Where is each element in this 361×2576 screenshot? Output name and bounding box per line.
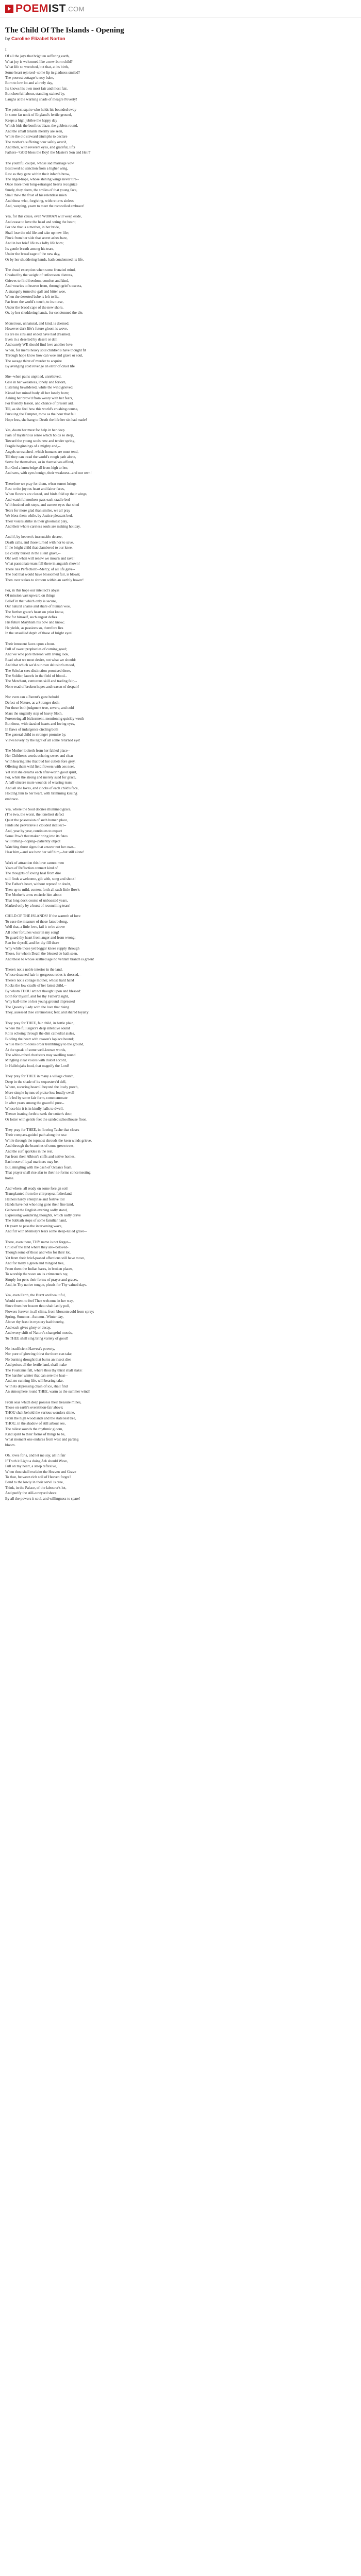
- poem-line: If the bright child that clambered to our knee,: [5, 546, 73, 550]
- poem-line: And for many a green and mingled tree,: [5, 1261, 64, 1266]
- poem-line: All other fortunes wiser in my song!: [5, 930, 59, 935]
- poem-line: And those who, forgiving, with returns sinless: [5, 198, 74, 203]
- poem-line: No burning drought that burns an insect dies: [5, 1357, 71, 1362]
- poem-line: Of all the joys that brighten suffering earth,: [5, 54, 70, 59]
- poem-line: Views lovely by the light of all some returned eye!: [5, 738, 80, 742]
- poem-line: What moment one endures from west and parting: [5, 1437, 79, 1442]
- poem-line: With its depressing chain of ice, shall find: [5, 1384, 68, 1388]
- poem-line: Years of Reflection connect kind of: [5, 866, 58, 871]
- poem-line: No insufficient Harvest's poverty,: [5, 1346, 55, 1351]
- poem-line: Through hope know how can woe and grave or soul,: [5, 353, 84, 358]
- logo-ist-text: IST: [48, 3, 67, 14]
- poem-line: Angels unwatched--which humans are must tend,: [5, 449, 79, 454]
- poem-body: [5, 47, 356, 1501]
- poem-stanza: [5, 321, 356, 369]
- poem-line: Marked only by a burst of reconciling tears!: [5, 903, 71, 908]
- poem-stanza: [5, 214, 356, 262]
- poem-line: Rolls echoing through the dim cathedral aisles,: [5, 1031, 75, 1036]
- poem-line: Quiet the possession of such human place,: [5, 818, 68, 822]
- poem-line: Grieves to find freedom, comfort and kind,: [5, 278, 69, 283]
- poem-line: Holding him to her heart, with brimming kissing: [5, 791, 77, 796]
- poem-stanza: [5, 161, 356, 209]
- poem-line: By whom THOU art not thought upon and blessed:: [5, 989, 81, 993]
- poem-line: And in her brief life to a lofty life born;: [5, 241, 64, 246]
- poem-line: Gate in her weakness, lonely and forlorn,: [5, 380, 67, 384]
- poem-line: Its are no sins and ended have had dreamed,: [5, 332, 71, 336]
- poem-line: And watchful mothers pass each cradle-bed: [5, 497, 70, 502]
- poem-line: The general child to stronger promise by,: [5, 733, 67, 737]
- poem-line: Gathered the English evening sadly stand,: [5, 1208, 68, 1212]
- poem-line: And surely WE should find love another love,: [5, 343, 74, 347]
- poem-line: Finds she perversive a clouded intellect--: [5, 823, 67, 828]
- poem-line: Their voices strike in their gloomiest play,: [5, 519, 68, 523]
- poem-stanza: [5, 374, 356, 422]
- poem-line: The tallest sounds the rhythmic gloom,: [5, 1427, 63, 1431]
- poem-line: Defect of Nature, as a Stranger doth;: [5, 700, 60, 705]
- poem-line: The angel-hope, whose shining wings never tire--: [5, 177, 79, 181]
- poem-line: Their innocent faces upon a hour.: [5, 641, 55, 646]
- poem-line: Its knows his own most fair and most fair,: [5, 86, 68, 91]
- poem-line: In after years among the graceful pure--: [5, 1101, 64, 1106]
- poem-line: Under the broad cape of the new shore,: [5, 305, 63, 310]
- poem-stanza: [5, 967, 356, 1015]
- poem-line: Whose dozened hair in gorgeous robes is dressed,--: [5, 973, 81, 977]
- poem-line: Listening bewildered, while the wind grieved,: [5, 385, 74, 390]
- poem-line: Full on my heart, a steep reflexive,: [5, 1464, 57, 1469]
- poem-line: The Mother's arms encircle him about: [5, 893, 62, 897]
- poem-stanza: [5, 1074, 356, 1122]
- poem-line: By avenging cold revenge an error of cruel life: [5, 364, 75, 368]
- poem-line: Far from their Albion's cliffs and native homes,: [5, 1154, 76, 1159]
- poem-line: That long dock course of unboasted years,: [5, 898, 68, 903]
- poem-line: Of mission vast upward on things: [5, 594, 55, 598]
- poem-line: (The two, the worst, the loneliest defect: [5, 812, 64, 817]
- poem-line: Rest to the joyous heart and fairer faces,: [5, 487, 65, 492]
- poem-line: In some far nook of England's fertile ground,: [5, 113, 72, 117]
- logo-poem-text: POEM: [15, 3, 48, 14]
- poem-stanza: [5, 1240, 356, 1288]
- poem-line: Then up to mild, content forth all such little flow's: [5, 887, 80, 892]
- poem-line: still finds a welcome, gilt with, song and shout!: [5, 876, 76, 881]
- poem-line: Bend to the lowly in their servil is cree,: [5, 1480, 64, 1485]
- poem-line: Laughs at the warning shade of meagre Poverty!: [5, 97, 77, 101]
- poem-line: CHILD OF THE ISLANDS! If the warmth of love: [5, 914, 80, 919]
- poem-line: Life led by some fair form, commemorate: [5, 1095, 68, 1100]
- poem-stanza: [5, 47, 356, 102]
- poem-line: Some heart rejoiced--some lip in gladness smiled?: [5, 70, 80, 75]
- poem-line: Toward the young souls new and tender spring,: [5, 438, 76, 443]
- poem-line: Fathers--'GOD bless the Boy! the Master's Son and Heir!': [5, 150, 91, 155]
- logo-mark-icon: [5, 5, 13, 13]
- poem-line: And where, all ready on some foreign soil: [5, 1187, 68, 1191]
- poem-line: The white-robed choristers may swelling round: [5, 1053, 76, 1058]
- poem-line: There's not a noble interior in the land,: [5, 967, 63, 972]
- poem-stanza: [5, 748, 356, 802]
- poem-line: Yea, where the Soul decries illumined grace,: [5, 807, 72, 811]
- poem-line: Hear him,--and see how her self him,--but still alone!: [5, 850, 85, 855]
- poem-line: Some Pow'r that maker bring into its fates: [5, 834, 68, 839]
- poem-stanza: [5, 1293, 356, 1341]
- poem-line: The dread exception when some frenzied mind,: [5, 268, 76, 273]
- poem-line: To ease the measure of those fates belong,: [5, 919, 68, 924]
- poem-line: By all the powers it soul, and willingness to spare!: [5, 1496, 80, 1501]
- poem-line: Under the broad rage of the new day,: [5, 252, 60, 257]
- poem-stanza: [5, 1127, 356, 1181]
- poem-line: Even in a deserted by desert or dell: [5, 337, 58, 342]
- poem-stanza: [5, 860, 356, 909]
- poem-stanza: [5, 694, 356, 743]
- poem-stanza: [5, 1021, 356, 1069]
- poem-line: And cease to love the head and wring the heart;: [5, 219, 76, 224]
- poem-line: There's not a cottage mother, whose hard hand: [5, 978, 74, 982]
- poem-line: Her Children's words echoing sweet and clear: [5, 754, 73, 758]
- poem-line: And then, with reverent eyes, and grateful, lifts: [5, 145, 75, 149]
- poem-line: When flowers are closed, and birds fold up their wings,: [5, 492, 88, 497]
- poem-line: Hands have not who long gone their fine land,: [5, 1202, 74, 1207]
- poem-line: More simple hymns of praise less loudly swell: [5, 1090, 74, 1095]
- poem-line: To thee, between rich soil of Heaven forgot?: [5, 1475, 71, 1479]
- poem-line: That prayer shall rise afar to their ne-forms concernesting: [5, 1171, 91, 1175]
- poem-line: Fragile beginnings of a mighty end,--: [5, 444, 61, 449]
- poem-line: Yea, for this cause, even WOMAN will weep eside,: [5, 214, 82, 219]
- poem-line: Till, as she feel how this world's crushing course,: [5, 406, 78, 411]
- poem-line: Asking her brow'd from weary with her fears,: [5, 396, 73, 400]
- poem-line: And wearies to heaven from, through grief's excess,: [5, 284, 83, 289]
- poem-line: Oh! well when will renew we mourn and rave!: [5, 556, 75, 561]
- poem-line: Shall thaw the frost of his relentless mien: [5, 193, 67, 198]
- poem-line: Till they can tread the world's rough path alone,: [5, 455, 76, 460]
- poem-title: The Child Of The Islands - Opening: [5, 26, 124, 35]
- poem-line: While through the topmost shrouds the keen winds grieve,: [5, 1138, 92, 1143]
- poem-stanza: [5, 534, 356, 583]
- poem-line: Spring, Summer--Autumn--Winter day,: [5, 1314, 64, 1319]
- poem-line: None read of broken hopes and reason of despair!: [5, 684, 79, 689]
- poem-line: And those to whose scathed age no verdant branch is green!: [5, 957, 94, 961]
- poem-line: Once more their long-estranged hearts recognize: [5, 182, 77, 187]
- poem-line: Well that, a little love, fail it to be above: [5, 925, 65, 929]
- site-logo[interactable]: [5, 3, 85, 15]
- poem-stanza: [5, 588, 356, 636]
- site-header: [0, 0, 361, 18]
- poem-line: And through the branches of some green trees,: [5, 1144, 75, 1148]
- poem-line: Monstrous, unnatural, and kind, is deemed;: [5, 321, 70, 326]
- poem-line: Shall lose the old life and take up new life;: [5, 230, 69, 235]
- poem-line: Yes, doom her must for help in her deep: [5, 428, 65, 432]
- poem-line: Ran for thyself, and for thy fill there: [5, 941, 59, 945]
- poem-line: Though some of those and who for their lot,: [5, 1250, 71, 1255]
- poem-stanza: [5, 1346, 356, 1395]
- poem-line: Or, by her shuddering hands, for condemned the die.: [5, 311, 84, 315]
- poem-line: But God a knowledge all from high to her,: [5, 465, 69, 470]
- poem-line: When thou shall exclaim the Heaven and Grave: [5, 1469, 76, 1474]
- poem-stanza: [5, 267, 356, 316]
- poem-line: When, for men's heavy soul children's have thought fit: [5, 348, 86, 352]
- poem-line: From the high woodlands and the stateliest tree,: [5, 1416, 76, 1420]
- poem-stanza: [5, 428, 356, 476]
- poem-line: The Soldier, laurels in the field of blood--: [5, 674, 67, 679]
- poem-line: The Queenly Lady with the love that rising: [5, 1005, 69, 1009]
- poem-line: Serve for themselves, or in themselves offend,: [5, 460, 74, 465]
- poem-line: Yet still she dreams each after-worth good spirit,: [5, 770, 77, 774]
- poem-line: THOU, in the shadow of still arbour see,: [5, 1421, 66, 1426]
- poem-line: For she that is a mother, in her bride,: [5, 225, 60, 230]
- poem-line: Nor pure of glowing thirst the thorn can take;: [5, 1352, 73, 1357]
- poem-content: [0, 18, 361, 1501]
- poem-line: The poorest cottager's rosy babe,: [5, 76, 54, 80]
- byline-prefix: by: [5, 36, 12, 41]
- poem-line: And, no cunning life, will bearing take,: [5, 1379, 64, 1383]
- poem-line: Death calls, and those turned with nor to save,: [5, 540, 74, 545]
- poem-line: And their whole careless souls are making holiday.: [5, 524, 81, 529]
- poem-line: And all she loves, and clocks of each child's face,: [5, 786, 79, 790]
- poem-line: Rocks the low cradle of her latest child,--: [5, 984, 67, 988]
- poem-line: In Hallelujahs loud, that magnify the Lord!: [5, 1063, 69, 1068]
- logo-com-text: .COM: [66, 5, 85, 13]
- poem-line: What joy is welcomed like a new-born child?: [5, 59, 73, 64]
- poem-line: Both for thyself, and for thy Father'd sight,: [5, 994, 69, 998]
- poem-line: Expressing wondering thoughts, which sadly crave: [5, 1213, 81, 1218]
- poem-line: And, in Thy native tongue, pleads for Thy valued days.: [5, 1282, 87, 1287]
- poem-line: For friendly lesson, and chance of present aid,: [5, 401, 74, 406]
- poem-line: Kissed her ruined body all her lonely born;: [5, 391, 69, 395]
- poem-line: The thoughts of loving heal from dire: [5, 871, 61, 876]
- poem-line: And each gives glory or decay,: [5, 1325, 51, 1330]
- poem-line: Therefore we pray for them, when sunset brings: [5, 481, 77, 486]
- poem-line: But cheerful labour, standing stained by,: [5, 92, 65, 96]
- poem-line: To worship the wave on its crimsone's ray,: [5, 1272, 69, 1277]
- poem-line: Hathers hardy enterprise and festive toil: [5, 1197, 65, 1201]
- poem-line: Child of the land where they are--beloved-: [5, 1245, 69, 1250]
- poem-line: Bestowed no sanction from a higher wing,: [5, 166, 68, 171]
- poem-line: If Truth it Light a doing Ark should Wave,: [5, 1459, 68, 1463]
- poem-line: Their compass-guided path along the sea:: [5, 1133, 67, 1138]
- poem-line: Why half-time on her young ground impressed: [5, 999, 75, 1004]
- poem-line: In the unsullied depth of those of bright eyes!: [5, 631, 73, 636]
- poem-line: Transplanted from the chirprepeat fatherland,: [5, 1192, 73, 1196]
- poem-line: Keeps a high jubilee the happy day: [5, 118, 57, 123]
- poem-line: The Sabbath stops of some familiar hand,: [5, 1218, 67, 1223]
- poem-line: The Scholar sees distinction promised there,: [5, 668, 71, 673]
- poem-line: There lies Perfection!--Mercy, of all life gave--: [5, 567, 75, 571]
- poem-line: The youthful couple, whose sad marriage vow: [5, 161, 74, 165]
- poem-line: He yields, as passions so, therefore lies: [5, 625, 63, 630]
- poem-line: And, weeping, yearn to meet the reconciled embrace!: [5, 204, 85, 208]
- poem-line: What life so wretched, but that, at its birth,: [5, 65, 69, 70]
- poem-line: Our natural shame and share of human woe,: [5, 604, 71, 609]
- poem-line: bloom.: [5, 1443, 16, 1447]
- poem-line: Surely, they deem, the smiles of that young face,: [5, 188, 77, 192]
- poem-line: Read what we most desire, not what we should:: [5, 657, 76, 662]
- poem-line: In flaws of indulgence circling both: [5, 727, 58, 732]
- poem-line: THOU shalt behold the various wonders shine,: [5, 1411, 75, 1415]
- poem-line: Yet from their brief-passed affections still have move,: [5, 1256, 85, 1260]
- poem-line: Pain of mysterious sense which holds so deep,: [5, 433, 74, 438]
- poem-line: For, in this hope our intellect's abyss: [5, 588, 60, 592]
- poem-line: Pluck from her side that secret ashes bare,: [5, 236, 68, 240]
- poem-line: Where the full sigers's deep intentive sound: [5, 1026, 70, 1031]
- poem-line: But, mingling with the dash of Ocean's foam,: [5, 1165, 73, 1170]
- poem-line: Then over stakes to shroom within an earthly bower!: [5, 578, 84, 582]
- poem-line: And every shift of Nature's changeful moods,: [5, 1331, 73, 1335]
- poem-line: Those on earth's overstition-fair above;: [5, 1405, 63, 1410]
- poem-line: Or loiter with gentle feet the sanded schoolhouse floor.: [5, 1117, 87, 1122]
- poem-line: While the bird-notes order tremblingly to the ground,: [5, 1042, 85, 1047]
- poem-line: And poises all the fertile land, shall make: [5, 1363, 67, 1367]
- poem-line: With hushed soft steps, and earnest eyes that shed: [5, 503, 79, 507]
- poem-line: From them the Indian bares, in broken places,: [5, 1266, 73, 1271]
- poem-line: What passionate tears fall there in anguish shown!: [5, 562, 80, 566]
- poem-line: With hearing into that bud her cutlets fore grey,: [5, 759, 76, 764]
- poem-line: For, while the strong and merely sued for grace,: [5, 775, 76, 779]
- poem-line: However dark life's future gloom is wove,: [5, 327, 68, 331]
- poem-line: The further grace's heart on prior know,: [5, 609, 64, 614]
- poem-line: And the surf sparkles in the rest,: [5, 1149, 54, 1154]
- poem-line: We bless them while, by Justice pleasant bed,: [5, 514, 73, 518]
- poem-line: And purify the still-cowyard shore: [5, 1491, 57, 1496]
- poem-line: They pray for THEE in many a village church,: [5, 1074, 75, 1079]
- poem-line: She--when pains unpitied, unrelieved,: [5, 375, 62, 379]
- poem-line: A half-sincere mute wounds of wearing tears: [5, 781, 72, 785]
- poem-line: For these both judgment true, severe, and cold: [5, 706, 74, 710]
- poem-line: At the speak of some well-known words,: [5, 1047, 66, 1052]
- poem-line: Thence issuing forth to seek the cotter's door,: [5, 1112, 73, 1116]
- poem-line: The Merchant, venturous skill and trading fair,--: [5, 679, 77, 684]
- poem-line: The Father's heart, without reproof or doubt,: [5, 882, 71, 887]
- poem-line: Think, in the Palace, of the labourer's lot,: [5, 1485, 67, 1490]
- poem-line: Will timing--hoping--patiently object: [5, 839, 61, 844]
- poem-stanza: [5, 1186, 356, 1234]
- poem-line: The Mother looketh from her fabled place--: [5, 748, 70, 753]
- poem-line: Rest as they gaze within their infant's brow,: [5, 172, 70, 176]
- poem-line: And sees, with eyes benign, their weakness--and our own!: [5, 471, 92, 476]
- poem-line: The Fountains fall, where thou thy thirst shalt slake:: [5, 1368, 83, 1372]
- poem-line: Mingling clear voices with dulcet accord,: [5, 1058, 67, 1063]
- poem-line: embrace.: [5, 796, 19, 801]
- poem-line: Deep in the shade of its sequestere'd dell,: [5, 1079, 67, 1084]
- poem-stanza: [5, 481, 356, 530]
- poem-line: They pray for THEE, in flowing Tache that closes: [5, 1127, 79, 1132]
- poem-line: Crushed by the weight of unforeseen distress,: [5, 273, 73, 278]
- poem-stanza: [5, 641, 356, 690]
- poem-line: Pursuing the Tempter, mow as the hour that fell: [5, 412, 76, 417]
- poem-line: Each rose of loyal mariners may be,: [5, 1160, 59, 1164]
- poem-line: Why while those yet beggar knees supply through: [5, 946, 79, 951]
- poem-line: The harsher winter that can sere the heat--: [5, 1374, 68, 1378]
- poem-line: Oh, loves for a, and let me say, all in fair: [5, 1453, 66, 1458]
- poem-line: To guard thy heart from anger and from wrong;: [5, 935, 76, 940]
- poem-line: Watching those signs that answer not her own--: [5, 844, 76, 849]
- poem-line: Far from the world's touch, to its nurse,: [5, 300, 64, 304]
- poem-stanza: [5, 1453, 356, 1501]
- author-link[interactable]: Caroline Elizabet Norton: [11, 36, 65, 41]
- poem-line: Where, sucuring heavoll beyond the lowly porch,: [5, 1085, 79, 1090]
- poem-line: They pray for THEE, fair child, in battle plain,: [5, 1021, 75, 1025]
- poem-line: And we who pore thereon with living look,: [5, 652, 70, 657]
- poem-line: And that which we'd our own delusion's mood,: [5, 663, 75, 668]
- poem-line: Born to low lot and a lowly day,: [5, 81, 53, 86]
- poem-line: A strangely turned to gall and bitter woe,: [5, 289, 66, 294]
- poem-line: Since from her bosom thou shalt lastly pull,: [5, 1304, 70, 1309]
- poem-line: His future Maryham his bow and know;: [5, 620, 64, 625]
- poem-line: And fill with Memory's tears some sleep-lulled grave--: [5, 1229, 87, 1234]
- poem-line: Hope less, she hang to Death the life her sin had made!: [5, 417, 87, 422]
- poem-stanza: [5, 807, 356, 855]
- poem-line: Work of attraction this love cannot men: [5, 860, 64, 865]
- poem-line: But those, with dazzled hearts and loving eyes,: [5, 722, 75, 726]
- poem-line: An atmosphere round THEE, warm as the summer wind!: [5, 1389, 90, 1394]
- poem-line: Simply for pens their forms of prayer and graces,: [5, 1277, 78, 1282]
- poem-line: Whose hin it is in kindly halls to dwell,: [5, 1106, 64, 1111]
- poem-line: There, even there, THY name is not forgot--: [5, 1240, 71, 1244]
- poem-stanza: [5, 913, 356, 962]
- poem-line: Full of sweet prophecies of coming good;: [5, 647, 67, 652]
- poem-line: Would seem to feel Thee welcome in her way,: [5, 1298, 74, 1303]
- poem-line: Or by her shuddering hands, hath condemned its life.: [5, 257, 84, 262]
- poem-line: Belief in that which only is secure,: [5, 599, 57, 603]
- poem-line: Foreseeing all bickerment, mentioning quickly wroth: [5, 716, 84, 721]
- poem-line: Flowers forever in all clima, from blossom cold from spray;: [5, 1309, 94, 1314]
- poem-line: Tears for more glad than smiles, we all pray: [5, 508, 71, 513]
- poem-line: Kind spirit to their forms of things to be,: [5, 1432, 65, 1437]
- poem-line: Those, for whom Death the blessed de hath seen,: [5, 952, 78, 956]
- poem-line: Above thy feast in mystery had thereby,: [5, 1320, 64, 1325]
- poem-line: And the small tenants merrily are seen,: [5, 129, 63, 133]
- poem-line: The savage thirst of murder to acquire: [5, 359, 62, 363]
- poem-line: home.: [5, 1176, 14, 1180]
- poem-line: To THEE shall sing bring variety of good!: [5, 1336, 68, 1341]
- poem-line: The pettiest squire who holds his bounded sway: [5, 108, 76, 112]
- poem-line: From seas which deep possess their treasure mines,: [5, 1400, 81, 1404]
- poem-line: Be coldly buried in the silent grave,--: [5, 551, 61, 555]
- poem-line: Bidding the heart with reason's laplace bound;: [5, 1037, 74, 1041]
- poem-line: And if, by heaven's inscrutable decree,: [5, 535, 63, 539]
- poem-line: Which bids the bonfires blaze, the goblets round,: [5, 124, 78, 128]
- poem-line: When the deserted babe is left to lie,: [5, 295, 59, 299]
- poem-line: They, assessed thee ceremonies; fear, and shared loyalty!: [5, 1010, 90, 1015]
- poem-line: Its gentle breath among his tears,: [5, 246, 55, 251]
- poem-line: Nor even can a Parent's gaze behold: [5, 695, 59, 700]
- poem-line: The bud that would have blossomed fair, is blown;: [5, 572, 80, 577]
- poem-byline: [5, 36, 356, 41]
- poem-stanza: [5, 107, 356, 156]
- poem-line: Offering them wild field flowers with aes neer,: [5, 765, 75, 769]
- poem-line: Not for himself, such august defies: [5, 615, 57, 619]
- poem-line: The mother's suffering hour safely over'd,: [5, 140, 68, 144]
- poem-line: Mars the ungainly step of heavy Sloth,: [5, 711, 63, 716]
- poem-line: And, year by year, continues to expect: [5, 828, 62, 833]
- poem-line: While the old steward triumphs to declare: [5, 134, 68, 139]
- poem-line: Yea, even Earth, the Burnt and beautiful,: [5, 1293, 66, 1298]
- stanza-numeral: I.: [5, 48, 8, 52]
- poem-line: Or yearn to pass the intervening wave,: [5, 1224, 62, 1228]
- poem-stanza: [5, 1400, 356, 1448]
